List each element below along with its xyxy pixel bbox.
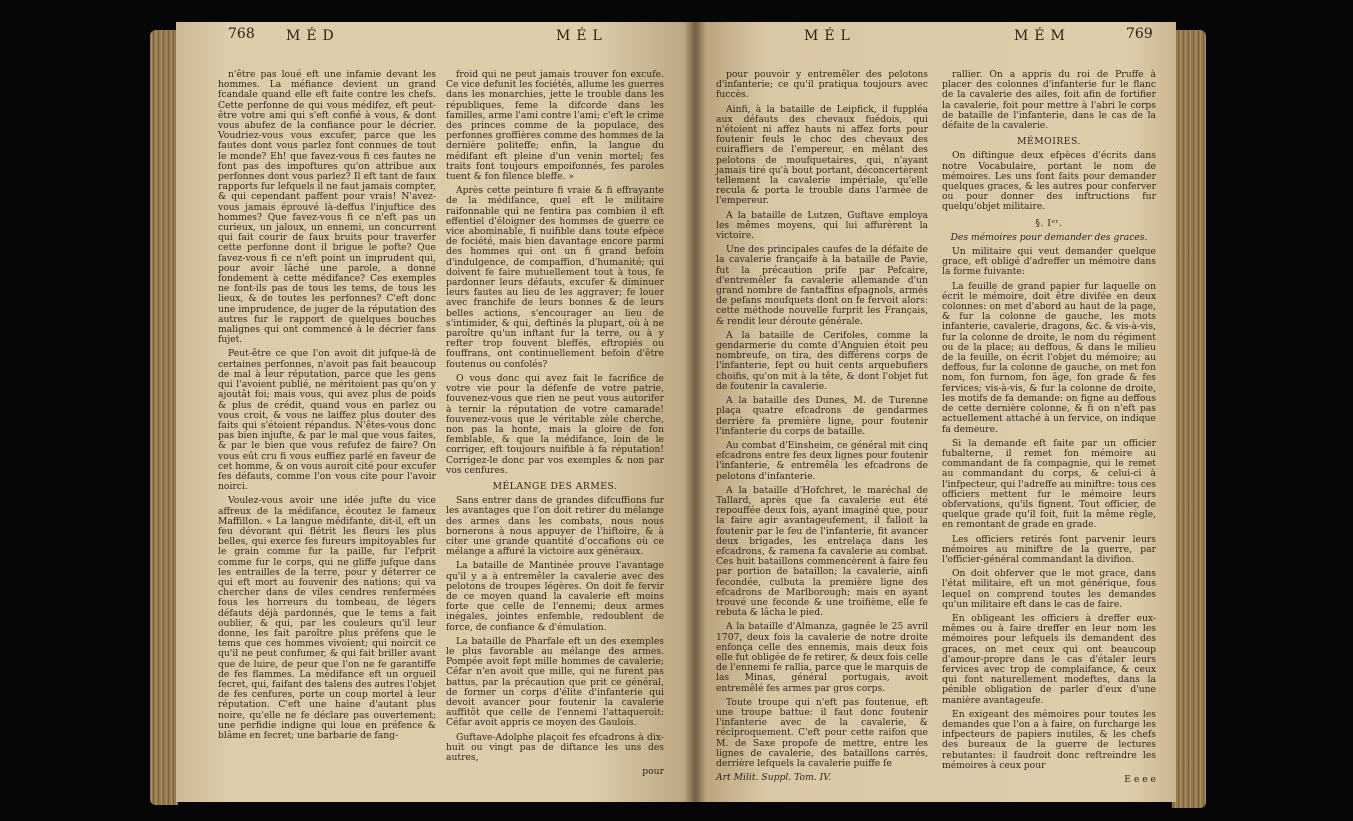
paragraph: pour pouvoir y entremêler des pelotons d'infanterie; ce qu'il pratiqua toujours avec fuccès. [716, 69, 928, 101]
subsection-title: Des mémoires pour demander des graces. [950, 231, 1148, 243]
page-edges-right [1172, 30, 1206, 808]
paragraph: La feuille de grand papier fur laquelle on écrit le mémoire, doit être divifée en deux colonnes: on met d'abord au haut de la page, & fur la colonne de gauche, les mots infanterie, cavalerie, dragons, &c. & vis-à-vis, fur la colonne de droite, le nom du régiment ou de la place; au deffous, & dans le milieu de la feuille, on écrit l'objet du mémoire; au deffous, fur la colonne de gauche, on met fon nom, fon furnom, fon âge, fon grade & fes fervices; vis-à-vis, & fur la colonne de droite, les motifs de fa demande: on figne au deffous de cette dernière colonne, & fi on n'eft pas actuellement attaché à un fervice, on indique fa demeure. [942, 280, 1156, 435]
left-column-2 [446, 70, 664, 781]
page-number-left: 768 [228, 26, 255, 42]
paragraph: A la bataille d'Almanza, gagnée le 25 avril 1707, deux fois la cavalerie de notre droite enfonça celle des ennemis, mais deux fois elle fut obligée de fe retirer, & deux fois celle de l'ennemi fe rallia, parce que le marquis de las Minas, général portugais, avoit entremêlé fes armes par gros corps. [716, 621, 928, 694]
signature-footer: Art Milit. Suppl. Tom. IV. [716, 772, 832, 784]
paragraph: En exigeant des mémoires pour toutes les demandes que l'on a à faire, on furcharge les infpecteurs de papiers inutiles, & les chefs des bureaux de la guerre de lectures rebutantes: il faudroit donc reftreindre les mémoires à ceux pour [942, 708, 1156, 771]
paragraph: Si la demande eft faite par un officier fubalterne, il remet fon mémoire au commandant de fa compagnie, qui le remet au commandant du corps, & celui-ci à l'infpecteur, qui l'adreffe au miniftre: tous ces officiers mettent fur le mémoire leurs obfervations, qu'ils fignent. Tout officier, de quelque grade qu'il foit, fuit la même règle, en remontant de grade en grade. [942, 437, 1156, 531]
section-title: MÉLANGE DES ARMES. [492, 480, 618, 492]
signature-mark: E e e e [1124, 774, 1156, 785]
paragraph: A la bataille de Lutzen, Guftave employa les mêmes moyens, qui lui affurèrent la victoire. [716, 209, 928, 242]
paragraph: Sans entrer dans de grandes difcuffions fur les avantages que l'on doit retirer du mélange des armes dans les combats, nous nous bornerons à nous appuyer de l'hiftoire, & à citer une grande quantité d'occafions où ce mélange a affuré la victoire aux généraux. [446, 495, 664, 558]
paragraph: Au combat d'Einsheim, ce général mit cinq efcadrons entre fes deux lignes pour foutenir l'infanterie, & entremêla les efcadrons de pelotons d'infanterie. [716, 439, 928, 482]
paragraph: La bataille de Mantinée prouve l'avantage qu'il y a à entremêler la cavalerie avec des pelotons de troupes légères. On doit fe fervir de ce moyen quand la cavalerie eft moins forte que celle de l'ennemi; deux armes inégales, jointes enfemble, redoublent de force, de confiance & d'émulation. [446, 560, 664, 633]
running-head-left-2: MÉL [556, 28, 608, 44]
left-column-1 [218, 70, 436, 745]
paragraph: Les officiers retirés font parvenir leurs mémoires au miniftre de la guerre, par l'officier-général commandant la divifion. [942, 533, 1156, 565]
book-gutter [684, 22, 706, 802]
right-column-1 [716, 70, 928, 787]
left-page [176, 22, 694, 802]
paragraph: Après cette peinture fi vraie & fi effrayante de la médifance, quel eft le militaire raifonnable qui ne fentira pas combien il eft effentiel d'éloigner des hommes de guerre ce vice abominable, fi nuifible dans toute efpèce de fociété, mais bien davantage encore parmi des hommes qui ont un fi grand befoin d'indulgence, de compaffion, d'humanité; qui doivent fe faire mutuellement tout à tous, fe pardonner leurs défauts, excufer & diminuer leurs fautes au lieu de les aggraver; fe louer avec franchife de leurs bonnes & de leurs belles actions, s'encourager au lieu de s'intimider, & qui, deftinés la plupart, où à ne paroître qu'un inftant fur la terre, ou à y refter trop fouvent bleffés, eftropiés ou fouffrans, ont continuellement befoin d'être foutenus ou confolés? [446, 185, 664, 370]
paragraph: Ainfi, à la bataille de Leipfick, il fuppléa aux défauts des chevaux fuédois, qui n'étoient ni affez hauts ni affez forts pour foutenir feuls le choc des chevaux des cuiraffiers de l'empereur, en mêlant des pelotons de moufquetaires, qui, n'ayant jamais tiré qu'à bout portant, déconcertèrent tellement la cavalerie impériale, qu'elle recula & porta le trouble dans l'armée de l'empereur. [716, 103, 928, 207]
page-edges-left [150, 30, 178, 805]
paragraph: On diftingue deux efpèces d'écrits dans notre Vocabulaire, portant le nom de mémoires. Les uns font faits pour demander quelques graces, & les autres pour conferver ou pour donner des inftructions fur quelqu'objet militaire. [942, 150, 1156, 213]
running-head-right-1: MÉL [804, 28, 856, 44]
paragraph: Guftave-Adolphe plaçoit fes efcadrons à dix-huit ou vingt pas de diftance les uns des autres, [446, 731, 664, 763]
paragraph: Toute troupe qui n'eft pas foutenue, eft une troupe battue: il faut donc foutenir l'infanterie avec de la cavalerie, & réciproquement. C'eft pour cette raifon que M. de Saxe propofe de mettre, entre les lignes de cavalerie, des bataillons carrés, derrière lefquels la cavalerie puiffe fe [716, 696, 928, 769]
paragraph: froid qui ne peut jamais trouver fon excufe. Ce vice defunit les fociétés, allume les guerres dans les monarchies, jette le trouble dans les républiques, feme la difcorde dans les familles, arme l'ami contre l'ami; c'eft le crime des princes comme de la populace, des perfonnes groffières comme des hommes de la dernière politeffe; enfin, la langue du médifant eft pleine d'un venin mortel; fes traits font toujours empoifonnés, fes paroles tuent & fon filence bleffe. » [446, 69, 664, 183]
right-page [694, 22, 1176, 802]
paragraph: On doit obferver que le mot grace, dans l'état militaire, eft un mot générique, fous lequel on comprend toutes les demandes qu'un militaire eft dans le cas de faire. [942, 568, 1156, 610]
paragraph: Peut-être ce que l'on avoit dit jufque-là de certaines perfonnes, n'avoit pas fait beaucoup de mal à leur réputation, parce que les gens qui l'avoient publié, ne méritoient pas qu'on y ajoutât foi; mais vous, qui avez plus de poids & plus de crédit, quand vous en parlez ou vous croit, & vous ne laiffez plus douter des faits qui s'étoient répandus. N'êtes-vous donc pas bien injufte, & par le mal que vous faites, & par le bien que vous refufez de faire? On vous eût cru fi vous euffiez parlé en faveur de cet homme, & on vous auroit cité pour excufer fes défauts, comme l'on vous cite pour l'avoir noirci. [218, 348, 436, 493]
paragraph: Voulez-vous avoir une idée jufte du vice affreux de la médifance, écoutez le fameux Maffillon. « La langue médifante, dit-il, eft un feu dévorant qui flétrit les fleurs les plus belles, qui exerce fes fureurs impitoyables fur le grain comme fur la paille, fur l'efprit comme fur le corps, qui ne gliffe jufque dans les entrailles de la terre, pour y déterrer ce qui eft mort au fouvenir des nations; qui va chercher dans de viles cendres renfermées fous les horreurs du tombeau, de légers défauts déjà pardonnés, que le tems a fait oublier, & qui, par les couleurs qu'il leur donne, les fait paroître plus préfens que le tems que ces hommes vivoient; qui noircit ce qu'il ne peut confumer, & qui fait briller avant que de luire, de peur que l'on ne fe garantiffe de fes flammes. La médifance eft un orgueil fecret, qui, faifant des talens des autres l'objet de fes cenfures, porte un coup mortel à leur réputation. C'eft une haine d'autant plus noire, qu'elle ne fe déclare pas ouvertement; une perfidie indigne qui loue en préfence & blâme en fecret; une barbarie de fang- [218, 495, 436, 741]
paragraph: La bataille de Pharfale eft un des exemples le plus favorable au mélange des armes. Pompée avoit fept mille hommes de cavalerie; Céfar n'en avoit que mille, qui ne furent pas battus, par la précaution que prit ce général, de former un corps d'élite d'infanterie qui devoit avancer pour foutenir la cavalerie auffitôt que celle de l'ennemi l'attaqueroit: Céfar avoit appris ce moyen des Gaulois. [446, 635, 664, 729]
paragraph: A la bataille de Cerifoles, comme la gendarmerie du comte d'Anguien étoit peu nombreufe, on tira, des différens corps de l'infanterie, fept ou huit cents arquebufiers choifis, qu'on mit à la tête, & dont l'objet fut de foutenir la cavalerie. [716, 329, 928, 392]
right-column-2 [942, 70, 1156, 789]
paragraph: Un militaire qui veut demander quelque grace, eft obligé d'adreffer un mémoire dans la forme fuivante: [942, 246, 1156, 278]
page-number-right: 769 [1126, 26, 1153, 42]
paragraph: Une des principales caufes de la défaite de la cavalerie françaife à la bataille de Pavie, fut la précaution prife par Pefcaire, d'entremêler fa cavalerie allemande d'un grand nombre de fantaffins efpagnols, armés de pefans moufquets dont on fe fervoit alors: cette méthode nouvelle furprit les Français, & rendit leur déroute générale. [716, 244, 928, 327]
paragraph: rallier. On a appris du roi de Pruffe à placer des colonnes d'infanterie fur le flanc de la cavalerie des ailes, foit afin de fortifier la cavalerie, foit pour mettre à l'abri le corps de bataille de l'infanterie, dans le cas de la défaite de la cavalerie. [942, 69, 1156, 132]
paragraph: O vous donc qui avez fait le facrifice de votre vie pour la défenfe de votre patrie, fouvenez-vous que rien ne peut vous autorifer à ternir la réputation de votre camarade! fouvenez-vous que le véritable zèle cherche, non pas la honte, mais la gloire de fon femblable, & que la médifance, loin de le corriger, eft toujours nuifible à fa réputation! Corrigez-le donc par vos exemples & non par vos cenfures. [446, 372, 664, 476]
paragraph: n'être pas loué eft une infamie devant les hommes. La méfiance devient un grand fcandale quand elle eft faite contre les chefs. Cette perfonne de qui vous médifez, eft peut-être votre ami qui s'eft confié à vous, & dont vous abufez de la confiance pour le décrier. Voudriez-vous vous excufer, parce que les fautes dont vous parlez font connues de tout le monde? Eh! que favez-vous fi ces fautes ne font pas des impoftures qu'on attribue aux perfonnes dont vous parlez? Il eft tant de faux rapports fur lefquels il ne faut jamais compter, & qui cependant paffent pour vrais! N'avez-vous jamais éprouvé là-deffus l'injuftice des hommes? Que favez-vous fi ce n'eft pas un curieux, un jaloux, un ennemi, un concurrent qui fait courir de faux bruits pour traverfer cette perfonne dont il brigue le pofte? Que favez-vous fi ce n'eft point un imprudent qui, pour avoir lâché une parole, a donné fondement à cette médifance? Ces exemples ne font-ils pas de tous les tems, de tous les lieux, & de toutes les perfonnes? C'eft donc une imprudence, de juger de la réputation des autres fur le rapport de quelques bouches malignes qui ont commencé à le décrier fans fujet. [218, 69, 436, 346]
paragraph: En obligeant les officiers à dreffer eux-mêmes ou à faire dreffer en leur nom les mémoires pour lefquels ils demandent des graces, on met ceux qui ont beaucoup d'amour-propre dans le cas d'étaler leurs fervices avec trop de complaifance, & ceux qui font naturellement modeftes, dans la pénible obligation de parler d'eux d'une manière avantageufe. [942, 612, 1156, 706]
catchword: pour [642, 766, 664, 778]
subsection-number: §. Iᵉʳ. [1035, 217, 1063, 229]
paragraph: A la bataille d'Hofchret, le maréchal de Tallard, après que fa cavalerie eut été repouffée deux fois, ayant imaginé que, pour la faire agir avantageufement, il falloit la foutenir par le feu de l'infanterie, fit avancer deux brigades, les entrelaça dans les efcadrons, & ramena fa cavalerie au combat. Ces huit bataillons commencèrent à faire feu par portion de bataillon; la cavalerie, ainfi fecondée, culbuta la première ligne des efcadrons de Marlborough; mais en ayant trouvé une feconde & une troifième, elle fe rebuta & lâcha le pied. [716, 484, 928, 619]
running-head-left-1: MÉD [286, 28, 340, 44]
running-head-right-2: MÉM [1014, 28, 1071, 44]
paragraph: A la bataille des Dunes, M. de Turenne plaça quatre efcadrons de gendarmes derrière fa première ligne, pour foutenir l'infanterie du corps de bataille. [716, 395, 928, 437]
section-title: MÉMOIRES. [1017, 136, 1081, 148]
